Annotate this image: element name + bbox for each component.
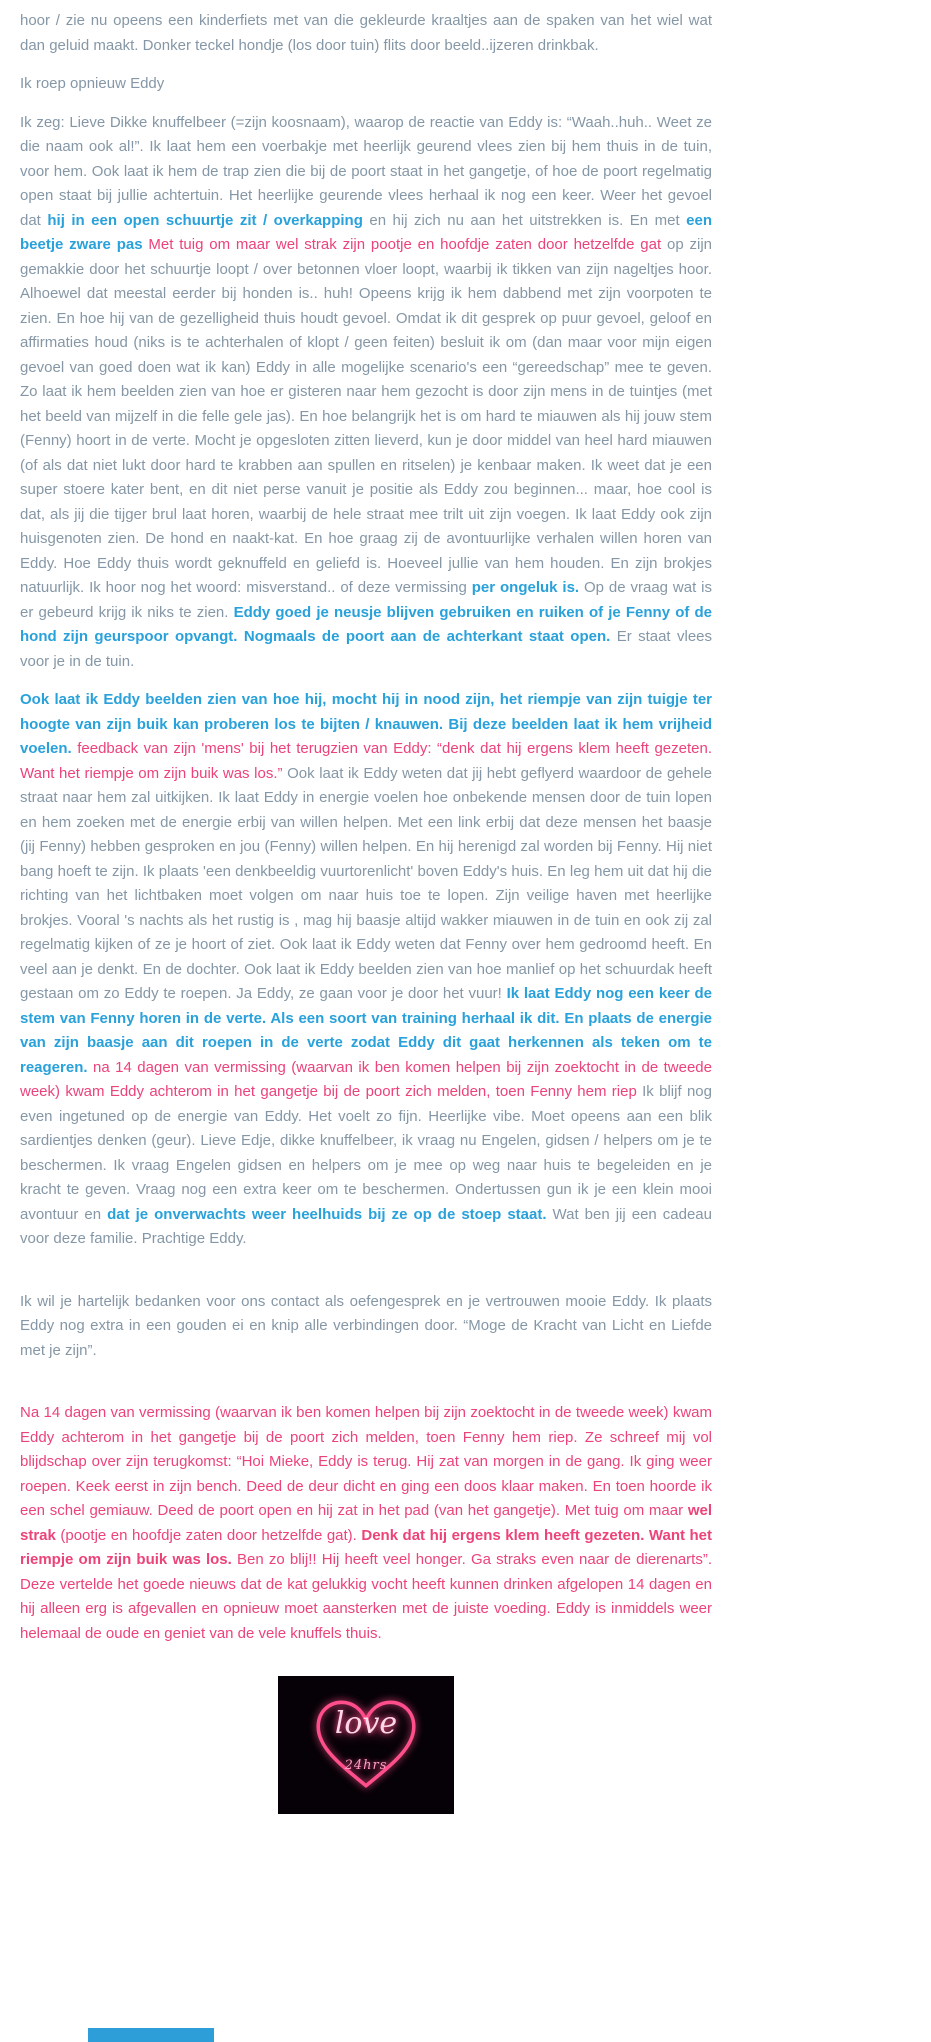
text-run-blue: een beetje zware pas (20, 211, 712, 253)
neon-sign-background (278, 1676, 454, 1814)
paragraph (20, 9, 712, 58)
text-run-normal: Op de vraag wat is er gebeurd krijg ik niks te zien. (20, 579, 713, 621)
text-run-normal: hoor / zie nu opeens een kinderfiets met van die gekleurde kraaltjes aan de spaken van het wiel wat dan geluid maakt. Donker teckel hondje (los door tuin) flits door beeld..ijzeren drinkbak. (20, 12, 712, 54)
text-run-normal: Wat ben jij een cadeau voor deze familie. Prachtige Eddy. (20, 1205, 712, 1247)
text-run-normal: Er staat vlees voor je in de tuin. (20, 628, 713, 670)
text-run-normal: Ik zeg: Lieve Dikke knuffelbeer (=zijn koosnaam), waarop de reactie van Eddy is: “Waah..huh.. Weet ze die naam ook al!”. Ik laat hem een voerbakje met heerlijk geurend vlees zien bij hem thuis in de tuin, voor hem. Ook laat ik hem de trap zien die bij de poort staat in het gangetje, of hoe de poort regelmatig open staat bij jullie achtertuin. Het heerlijke geurende vlees herhaal ik nog een keer. Weer het gevoel dat (20, 113, 712, 229)
text-run-pinkbold: Denk dat hij ergens klem heeft gezeten. Want het riempje om zijn buik was los. (20, 1526, 712, 1568)
text-run-blue: dat je onverwachts weer heelhuids bij ze op de stoep staat. (107, 1205, 547, 1223)
text-run-normal: Ik wil je hartelijk bedanken voor ons contact als oefengesprek en je vertrouwen mooie Eddy. Ik plaats Eddy nog extra in een gouden ei en knip alle verbindingen door. “Moge de Kracht van Licht en Liefde met je zijn”. (20, 1292, 712, 1359)
article-body (20, 0, 712, 1814)
text-run-normal: Ik roep opnieuw Eddy (20, 75, 165, 92)
paragraph (20, 1290, 712, 1364)
neon-love-sign-image (20, 1676, 712, 1814)
text-run-blue: per ongeluk is. (471, 579, 580, 596)
text-run-normal: Ook laat ik Eddy weten dat jij hebt geflyerd waardoor de gehele straat naar hem zal uitkijken. Ik laat Eddy in energie voelen hoe onbekende mensen door de tuin lopen en hem zoeken met de energie erbij van willen helpen. Met een link erbij dat deze mensen het baasje (jij Fenny) hebben gesproken en jou (Fenny) willen helpen. En hij herenigd zal worden bij Fenny. Hij niet bang hoeft te zijn. Ik plaats 'een denkbeeldig vuurtorenlicht' boven Eddy's huis. En leg hem uit dat hij die richting van het lichtbaken moet volgen om naar huis toe te lopen. Zijn veilige haven met heerlijke brokjes. Vooral 's nachts als het rustig is , mag hij baasje altijd wakker miauwen in de tuin en ook zij zal regelmatig kijken of ze je hoort of ziet. Ook laat ik Eddy weten dat Fenny over hem gedroomd heeft. En veel aan je denkt. En de dochter. Ook laat ik Eddy beelden zien van hoe manlief op het schuurdak heeft gestaan om zo Eddy te roepen. Ja Eddy, ze gaan voor je door het vuur! (20, 764, 712, 1002)
paragraph (20, 688, 712, 1252)
text-run-normal: en hij zich nu aan het uitstrekken is. En met (362, 211, 687, 229)
neon-love-text: love (334, 1706, 398, 1741)
text-run-normal: op zijn gemakkie door het schuurtje loopt / over betonnen vloer loopt, waarbij ik tikken van zijn nageltjes hoor. Alhoewel dat meestal eerder bij honden is.. huh! Opeens krijg ik hem dabbend met zijn voorpoten te zien. En hoe hij van de gezelligheid thuis houdt gevoel. Omdat ik dit gesprek op puur gevoel, geloof en affirmaties houd (niks is te achterhalen of klopt / geen feiten) besluit ik om (dan maar voor mijn eigen gevoel van goed doen wat ik kan) Eddy in alle mogelijke scenario's een “gereedschap” mee te geven. Zo laat ik hem beelden zien van hoe er gisteren naar hem gezocht is door zijn mens in de tuintjes (met het beeld van mijzelf in die felle gele jas). En hoe belangrijk het is om hard te miauwen als hij jouw stem (Fenny) hoort in de verte. Mocht je opgesloten zitten lieverd, kun je door middel van heel hard miauwen (of als dat niet lukt door hard te krabben aan spullen en ritselen) je kenbaar maken. Ik weet dat je een super stoere kater bent, en dit niet perse vanuit je positie als Eddy zou beginnen... maar, hoe cool is dat, als jij die tijger brul laat horen, waarbij de hele straat mee trilt uit zijn voegen. Ik laat Eddy ook zijn huisgenoten zien. De hond en naakt-kat. En hoe graag zij de avontuurlijke verhalen willen horen van Eddy. Hoe Eddy thuis wordt geknuffeld en geliefd is. Hoeveel jullie van hem houden. En zijn brokjes natuurlijk. Ik hoor nog het woord: misverstand.. of deze vermissing (20, 236, 712, 596)
paragraph (20, 1401, 712, 1646)
paragraph (20, 72, 712, 97)
text-run-blue: Ik laat Eddy nog een keer de stem van Fenny horen in de verte. Als een soort van training herhaal ik dit. En plaats de energie van zijn baasje aan dit roepen in de verte zodat Eddy dit gaat herkennen als teken om te reageren. (20, 985, 712, 1076)
text-run-pink: Ben zo blij!! Hij heeft veel honger. Ga straks even naar de dierenarts”. Deze vertelde het goede nieuws dat de kat gelukkig vocht heeft kunnen drinken afgelopen 14 dagen en hij alleen erg is afgevallen en opnieuw moet aansterken met de juiste voeding. Eddy is inmiddels weer helemaal de oude en geniet van de vele knuffels thuis. (20, 1551, 713, 1642)
text-run-pink: Met tuig om maar wel strak zijn pootje en hoofdje zaten door hetzelfde gat (142, 236, 662, 253)
text-run-pink: (pootje en hoofdje zaten door hetzelfde gat). (55, 1526, 362, 1544)
paragraph (20, 111, 712, 675)
text-run-blue: hij in een open schuurtje zit / overkapping (47, 211, 363, 229)
bottom-bar-fragment[interactable] (88, 2028, 214, 2042)
text-run-blue: Eddy goed je neusje blijven gebruiken en ruiken of je Fenny of de hond zijn geurspoor opvangt. Nogmaals de poort aan de achterkant staat open. (20, 603, 713, 645)
text-run-normal: Ik blijf nog even ingetuned op de energie van Eddy. Het voelt zo fijn. Heerlijke vibe. Moet opeens aan een blik sardientjes denken (geur). Lieve Edje, dikke knuffelbeer, ik vraag nu Engelen, gidsen / helpers om je te beschermen. Ik vraag Engelen gidsen en helpers om je mee op weg naar huis te begeleiden en je kracht te geven. Vraag nog een extra keer om te beschermen. Ondertussen gun ik je een klein mooi avontuur en (20, 1083, 712, 1223)
text-run-pink: na 14 dagen van vermissing (waarvan ik ben komen helpen bij zijn zoektocht in de tweede week) kwam Eddy achterom in het gangetje bij de poort zich melden, toen Fenny hem riep (20, 1058, 712, 1100)
neon-24hrs-text: 24hrs (344, 1758, 388, 1773)
text-run-pink: feedback van zijn 'mens' bij het terugzien van Eddy: “denk dat hij ergens klem heeft gezeten. Want het riempje om zijn buik was los.” (20, 740, 712, 782)
text-run-pink: Na 14 dagen van vermissing (waarvan ik ben komen helpen bij zijn zoektocht in de tweede week) kwam Eddy achterom in het gangetje bij de poort zich melden, toen Fenny hem riep. Ze schreef mij vol blijdschap over zijn terugkomst: “Hoi Mieke, Eddy is terug. Hij zat van morgen in de gang. Ik ging weer roepen. Keek eerst in zijn bench. Deed de deur dicht en ging een doos klaar maken. En toen hoorde ik een schel gemiauw. Deed de poort open en hij zat in het pad (van het gangetje). Met tuig om maar (20, 1404, 712, 1519)
text-run-blue: Ook laat ik Eddy beelden zien van hoe hij, mocht hij in nood zijn, het riempje van zijn tuigje ter hoogte van zijn buik kan proberen los te bijten / knauwen. Bij deze beelden laat ik hem vrijheid voelen. (20, 691, 712, 757)
text-run-pinkbold: wel strak (20, 1502, 712, 1544)
